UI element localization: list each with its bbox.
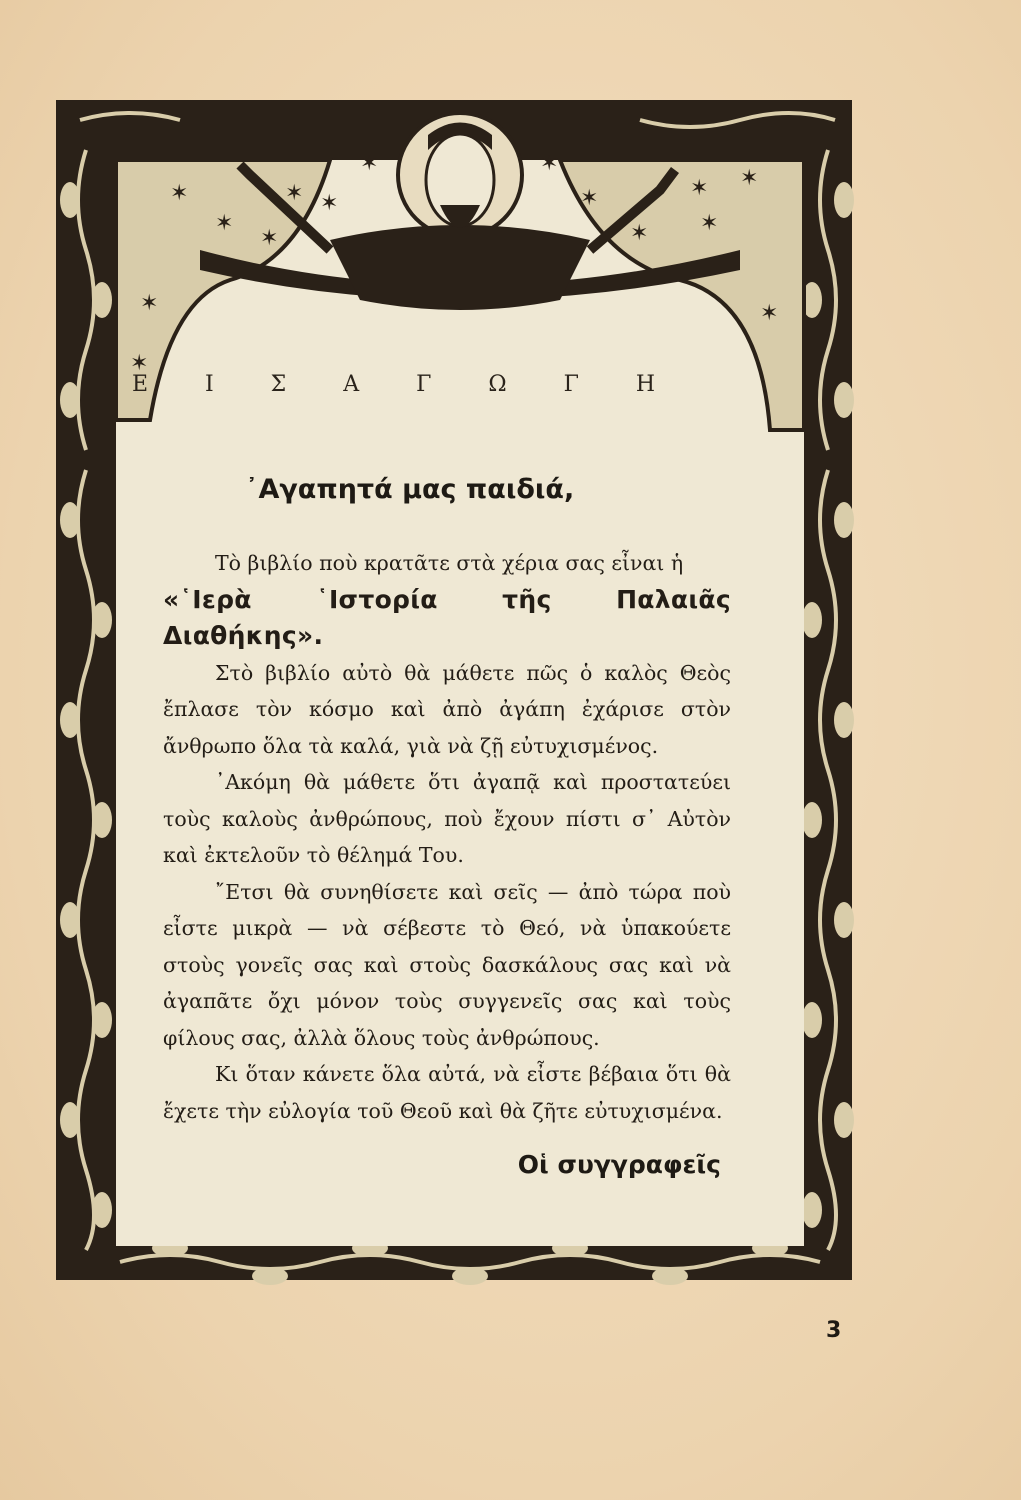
svg-text:✶: ✶ [140,291,159,316]
svg-text:✶: ✶ [360,151,379,176]
svg-text:✶: ✶ [740,166,759,191]
intro-line: Τὸ βιβλίο ποὺ κρατᾶτε στὰ χέρια σας εἶναι ἡ [215,551,684,575]
svg-text:✶: ✶ [580,186,599,211]
svg-text:✶: ✶ [690,176,709,201]
svg-text:✶: ✶ [630,221,649,246]
svg-text:✶: ✶ [320,191,339,216]
page-heading: Ε Ι Σ Α Γ Ω Γ Η [131,372,681,397]
svg-text:✶: ✶ [760,301,779,326]
book-title: «῾Ιερὰ ῾Ιστορία τῆς Παλαιᾶς Διαθήκης». [163,584,731,650]
paragraph: ᾿Ακόμη θὰ μάθετε ὅτι ἀγαπᾷ καὶ προστατεύει τοὺς καλοὺς ἀνθρώπους, ποὺ ἔχουν πίστι σ᾿ Αὐτὸν καὶ ἐκτελοῦν τὸ θέλημά Του. [163,770,731,867]
svg-text:✶: ✶ [130,351,149,376]
svg-text:✶: ✶ [285,181,304,206]
robe [330,225,590,310]
greeting: ᾿Αγαπητά μας παιδιά, [245,474,575,505]
svg-text:✶: ✶ [700,211,719,236]
page-number: 3 [826,1318,842,1343]
signature: Οἱ συγγραφεῖς [517,1150,721,1179]
paragraph: ῎Ετσι θὰ συνηθίσετε καὶ σεῖς — ἀπὸ τώρα ποὺ εἶστε μικρὰ — νὰ σέβεστε τὸ Θεό, νὰ ὑπακούετε στοὺς γονεῖς σας καὶ στοὺς δασκάλους σας καὶ νὰ ἀγαπᾶτε ὄχι μόνον τοὺς συγγενεῖς σας καὶ τοὺς φίλους σας, ἀλλὰ ὅλους τοὺς ἀνθρώπους. [163,879,731,1050]
svg-text:✶: ✶ [540,151,559,176]
svg-text:✶: ✶ [260,226,279,251]
body-text [163,545,731,1129]
svg-text:✶: ✶ [170,181,189,206]
paragraph: Στὸ βιβλίο αὐτὸ θὰ μάθετε πῶς ὁ καλὸς Θεὸς ἔπλασε τὸν κόσμο καὶ ἀπὸ ἀγάπη ἐχάρισε στὸν ἄνθρωπο ὅλα τὰ καλά, γιὰ νὰ ζῇ εὐτυχισμένος. [163,660,731,758]
paragraph: Κι ὅταν κάνετε ὅλα αὐτά, νὰ εἶστε βέβαια ὅτι θὰ ἔχετε τὴν εὐλογία τοῦ Θεοῦ καὶ θὰ ζῆτε εὐτυχισμένα. [163,1062,731,1123]
svg-text:✶: ✶ [215,211,234,236]
